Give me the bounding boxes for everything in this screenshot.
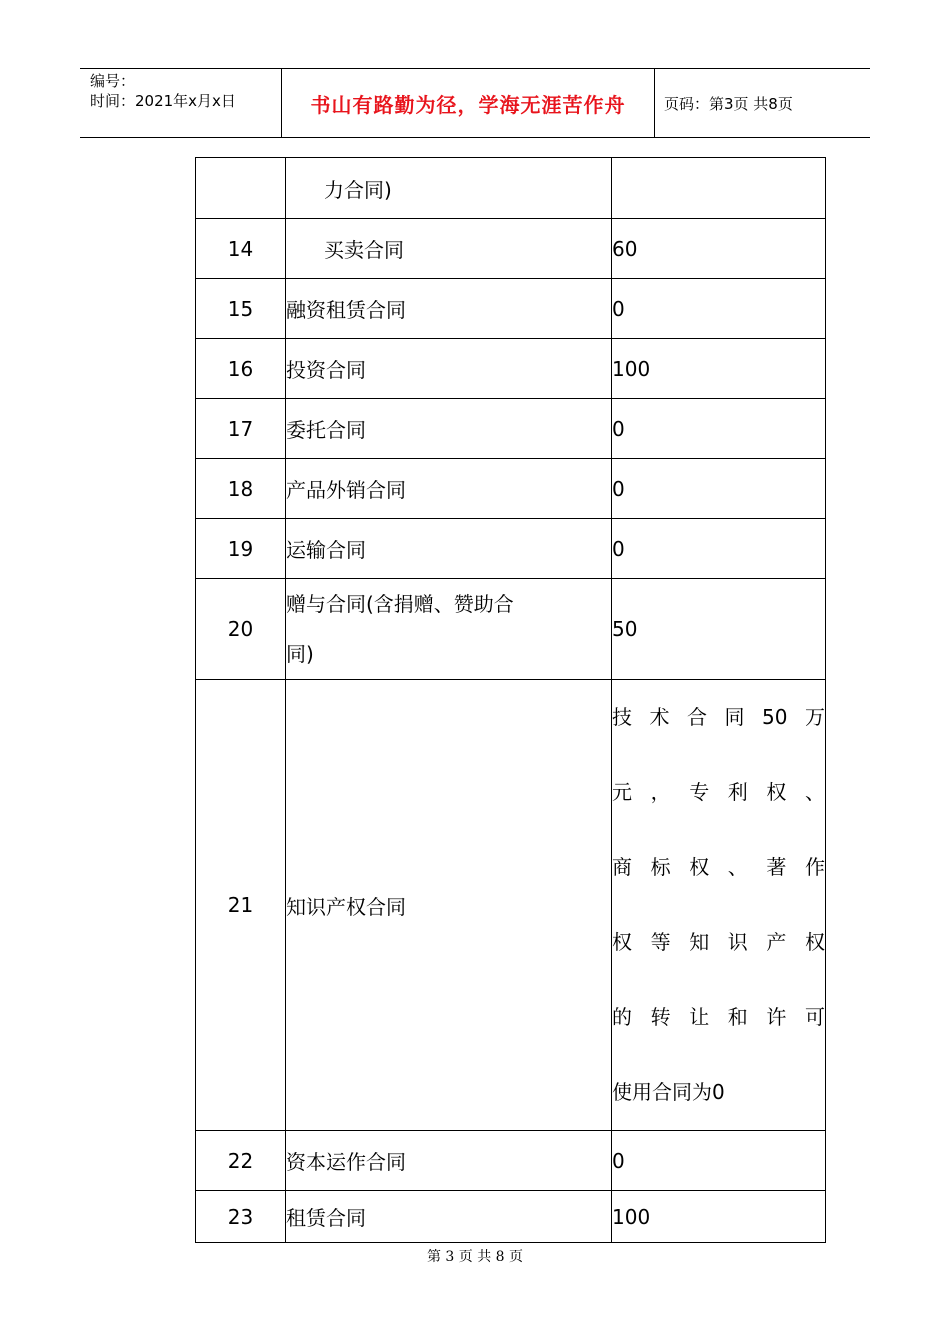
table-row [196,579,826,680]
contract-table [195,157,826,1243]
header-motto: 书山有路勤为径，学海无涯苦作舟 [310,92,626,117]
table-row [196,158,826,219]
contract-type: 委托合同 [286,399,612,459]
row-number: 15 [196,279,286,339]
contract-value: 0 [612,1131,826,1191]
contract-value: 0 [612,459,826,519]
contract-type [286,579,612,680]
header-divider [654,69,655,137]
contract-type: 力合同) [286,158,612,219]
contract-value-line: 使用合同为0 [612,1080,725,1104]
contract-value-line: 商标权、著作 [612,855,825,879]
table-row [196,219,826,279]
table-row [196,339,826,399]
contract-type: 知识产权合同 [286,680,612,1131]
table-row [196,680,826,1131]
contract-value-line: 元，专利权、 [612,780,825,804]
table-row [196,519,826,579]
table-row [196,459,826,519]
row-number [196,158,286,219]
table-row [196,1191,826,1243]
page-footer: 第 3 页 共 8 页 [426,1249,524,1265]
contract-value: 0 [612,279,826,339]
row-number: 14 [196,219,286,279]
contract-value: 50 [612,579,826,680]
row-number: 17 [196,399,286,459]
row-number: 22 [196,1131,286,1191]
contract-type-line: 同) [286,642,314,666]
contract-type: 运输合同 [286,519,612,579]
contract-value-line: 的转让和许可 [612,1005,825,1029]
page-header [80,68,870,138]
contract-value: 100 [612,1191,826,1243]
row-number: 16 [196,339,286,399]
contract-type-line: 赠与合同(含捐赠、赞助合 [286,592,514,616]
table-row [196,1131,826,1191]
contract-value-line: 技术合同50万 [612,705,825,729]
time-label: 时间：2021年x月x日 [90,92,236,110]
contract-value: 60 [612,219,826,279]
number-label: 编号： [90,72,136,90]
contract-value: 100 [612,339,826,399]
row-number: 23 [196,1191,286,1243]
header-page-info: 页码：第3页 共8页 [664,94,793,113]
contract-type: 买卖合同 [286,219,612,279]
contract-type: 产品外销合同 [286,459,612,519]
row-number: 18 [196,459,286,519]
table-row [196,399,826,459]
contract-value-line: 权等知识产权 [612,930,825,954]
contract-type: 租赁合同 [286,1191,612,1243]
contract-value: 0 [612,399,826,459]
row-number: 21 [196,680,286,1131]
contract-type: 资本运作合同 [286,1131,612,1191]
contract-type: 投资合同 [286,339,612,399]
contract-type: 融资租赁合同 [286,279,612,339]
row-number: 19 [196,519,286,579]
header-left-info [90,71,236,111]
contract-value [612,158,826,219]
row-number: 20 [196,579,286,680]
contract-value [612,680,826,1131]
table-row [196,279,826,339]
contract-value: 0 [612,519,826,579]
